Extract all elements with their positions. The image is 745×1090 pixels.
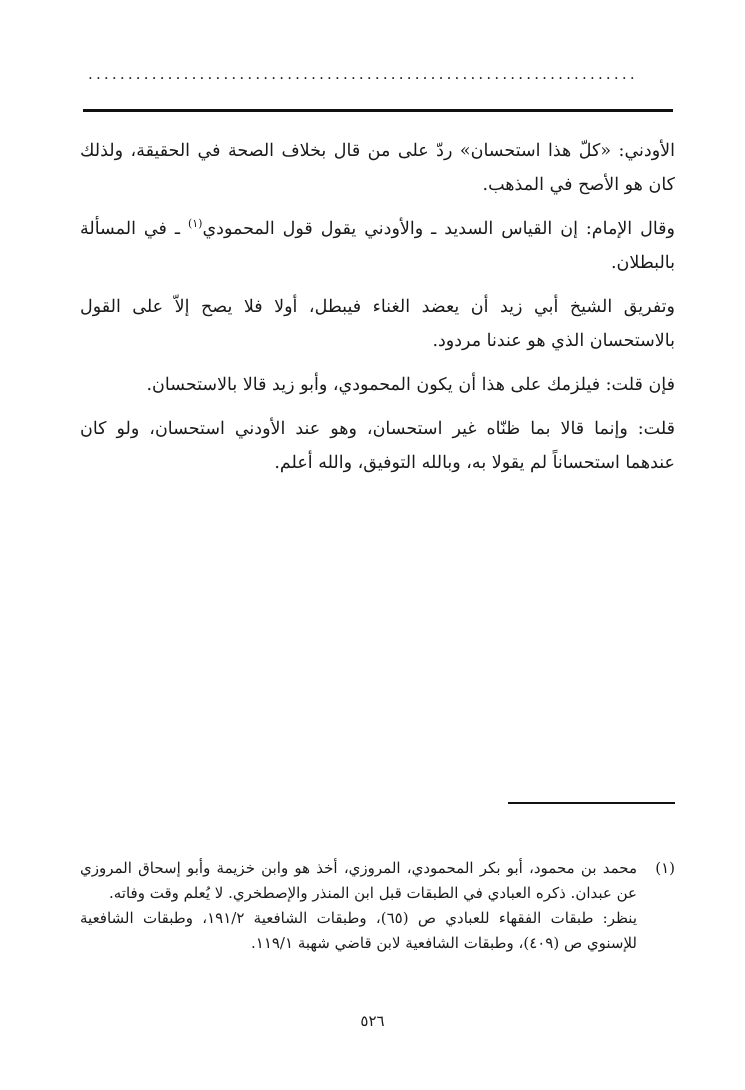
footnote-separator [508, 802, 675, 804]
footnote-line-1: محمد بن محمود، أبو بكر المحمودي، المروزي، أخذ هو وابن خزيمة وأبو إسحاق المروزي عن عبدان. ذكره العبادي في الطبقات قبل ابن المنذر والإصطخري. لا يُعلم وقت وفاته. [80, 859, 637, 902]
paragraph-2 [80, 212, 675, 280]
footnotes-section [80, 856, 675, 956]
footnote-body [80, 856, 637, 956]
paragraph-2-text-after: ـ في المسألة بالبطلان. [80, 219, 675, 273]
header-dotted-line: ..................................................................... [88, 68, 638, 80]
paragraph-1: الأودني: «كلّ هذا استحسان» ردّ على من قال بخلاف الصحة في الحقيقة، ولذلك كان هو الأصح في المذهب. [80, 141, 675, 195]
footnote-line-2: ينظر: طبقات الفقهاء للعبادي ص (٦٥)، وطبقات الشافعية ١٩١/٢، وطبقات الشافعية للإسنوي ص (٤٠٩)، وطبقات الشافعية لابن قاضي شهبة ١١٩/١. [80, 909, 638, 952]
paragraph-5: قلت: وإنما قالا بما ظنّاه غير استحسان، وهو عند الأودني استحسان، ولو كان عندهما استحساناً لم يقولا به، وبالله التوفيق، والله أعلم. [80, 419, 675, 473]
page-number: ٥٢٦ [360, 1012, 385, 1030]
header-rule [83, 109, 673, 112]
main-text [80, 134, 675, 490]
paragraph-4: فإن قلت: فيلزمك على هذا أن يكون المحمودي، وأبو زيد قالا بالاستحسان. [146, 375, 675, 395]
paragraph-2-text-before: وقال الإمام: إن القياس السديد ـ والأودني يقول قول المحمودي [202, 219, 675, 239]
footnote-number: (١) [655, 859, 675, 877]
paragraph-3: وتفريق الشيخ أبي زيد أن يعضد الغناء فيبطل، أولا فلا يصح إلاّ على القول بالاستحسان الذي هو عندنا مردود. [80, 297, 675, 351]
footnote-reference[interactable]: (١) [187, 217, 203, 231]
footnote-1 [80, 856, 675, 956]
